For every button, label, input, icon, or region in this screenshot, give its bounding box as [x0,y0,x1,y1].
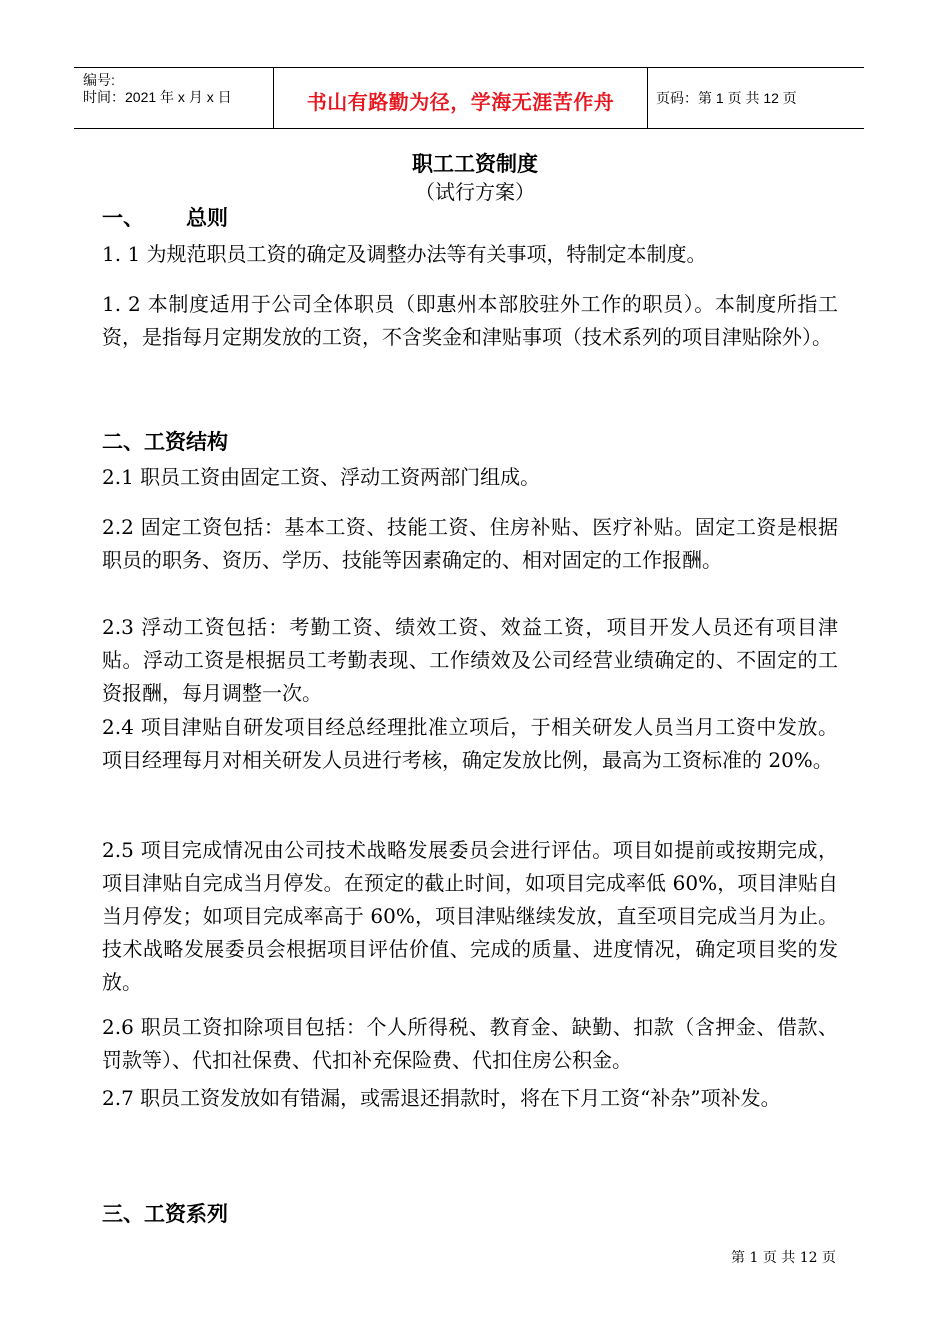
section-number: 一、 [102,206,144,230]
document-title: 职工工资制度 [412,152,538,176]
header-motto: 书山有路勤为径，学海无涯苦作舟 [306,90,615,114]
section-heading-2: 二、工资结构 [102,430,228,454]
document-time-label: 时间：2021 年 x 月 x 日 [83,89,232,105]
page-header [74,67,864,129]
header-motto-cell [274,68,648,128]
header-page-number: 页码：第 1 页 共 12 页 [656,90,797,106]
paragraph-2-6: 2.6 职员工资扣除项目包括：个人所得税、教育金、缺勤、扣款（含押金、借款、罚款等）、代扣社保费、代扣补充保险费、代扣住房公积金。 [102,1015,838,1072]
header-page-cell [648,68,864,128]
paragraph-2-7: 2.7 职员工资发放如有错漏，或需退还捐款时，将在下月工资“补杂”项补发。 [102,1086,781,1110]
paragraph-2-5: 2.5 项目完成情况由公司技术战略发展委员会进行评估。项目如提前或按期完成，项目津贴自完成当月停发。在预定的截止时间，如项目完成率低 60%，项目津贴自当月停发；如项目完成率高于 60%，项目津贴继续发放，直至项目完成当月为止。技术战略发展委员会根据项目评估价值、完成的质量、进度情况，确定项目奖的发放。 [102,838,838,994]
paragraph-2-4: 2.4 项目津贴自研发项目经总经理批准立项后，于相关研发人员当月工资中发放。项目经理每月对相关研发人员进行考核，确定发放比例，最高为工资标准的 20%。 [102,715,838,772]
paragraph-1-2: 1. 2 本制度适用于公司全体职员（即惠州本部胶驻外工作的职员）。本制度所指工资，是指每月定期发放的工资，不含奖金和津贴事项（技术系列的项目津贴除外）。 [102,292,838,349]
section-heading-3: 三、工资系列 [102,1202,228,1226]
footer-page-number: 第 1 页 共 12 页 [731,1250,836,1266]
paragraph-2-3: 2.3 浮动工资包括：考勤工资、绩效工资、效益工资，项目开发人员还有项目津贴。浮动工资是根据员工考勤表现、工作绩效及公司经营业绩确定的、不固定的工资报酬，每月调整一次。 [102,615,838,705]
document-subtitle: （试行方案） [415,180,535,204]
section-title: 总则 [186,206,228,230]
section-heading-1 [102,202,228,232]
paragraph-2-2: 2.2 固定工资包括：基本工资、技能工资、住房补贴、医疗补贴。固定工资是根据职员的职务、资历、学历、技能等因素确定的、相对固定的工作报酬。 [102,515,838,572]
header-info-cell [74,68,274,128]
document-number-label: 编号: [83,72,115,88]
paragraph-2-1: 2.1 职员工资由固定工资、浮动工资两部门组成。 [102,465,541,489]
paragraph-1-1: 1. 1 为规范职员工资的确定及调整办法等有关事项，特制定本制度。 [102,242,707,266]
